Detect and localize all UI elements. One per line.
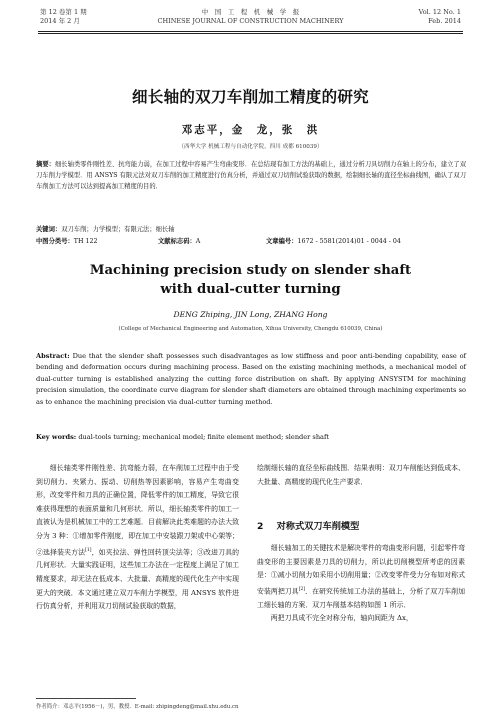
keywords-en-text: dual-tools turning; mechanical model; finite element method; slender shaft	[76, 433, 330, 441]
journal-name-cn: 中 国 工 程 机 械 学 报	[201, 8, 300, 16]
volume-issue: 第 12 卷第 1 期	[40, 8, 87, 16]
body-paragraph: 细长轴加工的关键技术是解决零件的弯曲变形问题，引起零件弯曲变形的主要因素是刀具的切削力，所以此切削模型所考虑的因素是：①减小切削力如采用小切削用量；②改变零件受力分布如对称式安装两把刀具[2]．在研究传统加工办法的基础上，分析了双刀车削加工细长轴的方案．双刀车削基本结构如图 1 所示．	[257, 544, 466, 609]
body-column-left	[36, 462, 239, 614]
document-code: 文献标志码：A	[158, 238, 201, 245]
article-number: 文章编号：1672 - 5581(2014)01 - 0044 - 04	[266, 238, 401, 245]
affiliation-cn: （西华大学 机械工程与自动化学院，四川 成都 610039）	[178, 144, 323, 150]
citation-ref-1[interactable]: [1]	[85, 547, 92, 553]
citation-ref-2[interactable]: [2]	[298, 586, 306, 592]
body-column-right-second	[257, 542, 465, 626]
paper-title-en	[0, 261, 501, 299]
paper-title-cn: 细长轴的双刀车削加工精度的研究	[131, 88, 369, 106]
keywords-en-label: Key words:	[36, 433, 77, 441]
abstract-en	[36, 351, 466, 408]
abstract-cn-label: 摘要：	[36, 161, 55, 168]
body-paragraph: 细长轴类零件刚性差、抗弯能力弱，在车削加工过程中由于受到切削力、夹紧力、振动、切削热等因素影响，容易产生弯曲变形，改变零件和刀具的正确位置，降低零件的加工精度，导致它很难获得理想的表面质量和几何形状．所以，细长轴类零件的加工一直被认为是机械加工中的工艺难题．目前解决此类难题的办法大致分为 3 种：①增加零件刚度，即在加工中安装跟刀架或中心架等；②选择装夹方法[1]，如夹拉法、弹性回转顶尖法等；③改进刀具的几何形状．大量实践证明，这些加工办法在一定程度上满足了加工精度要求，却无法在低成本、大批量、高精度的现代化生产中实现更大的突破．本文通过建立双刀车削力学模型，用 ANSYS 软件进行仿真分析，并利用双刀切削试验获取的数据，	[36, 464, 239, 611]
abstract-en-text: Due that the slender shaft possesses such disadvantages as low stiffness and poor anti-bending capability, ease of bending and deformation occurs during machining process. Based on the existing machining methods, a mechanical model of dual-cutter turning is established analyzing the cutting force distribution on shaft. By applying ANSYSTM for machining precision simulation, the coordinate curve diagram for slender shaft diameters are obtained through machining experiments so as to enhance the machining precision via dual-cutter turning method.	[36, 352, 466, 406]
authors-en: DENG Zhiping, JIN Long, ZHANG Hong	[173, 310, 328, 319]
affiliation-en: (College of Mechanical Engineering and Automation, Xihua University, Chengdu 610039, China)	[118, 326, 383, 332]
issue-date: 2014 年 2 月	[40, 17, 80, 25]
body-paragraph: 绘制细长轴的直径坐标曲线图．结果表明：双刀车削能达到低成本、大批量、高精度的现代化生产要求．	[257, 464, 465, 486]
abstract-en-label: Abstract:	[36, 352, 70, 360]
section-number: 2	[257, 521, 264, 532]
authors-cn: 邓志平，金 龙，张 洪	[181, 124, 320, 136]
abstract-cn-text: 细长轴类零件刚性差、抗弯能力弱，在加工过程中容易产生弯曲变形．在总结现有加工方法的基础上，通过分析刀具切削力在轴上的分布，建立了双刀车削力学模型．用 ANSYS 有限元法对双刀车削的加工精度进行仿真分析，并通过双刀切削试验获取的数据，绘制细长轴的直径坐标曲线图，确认了双刀车削加工方法可以达到提高加工精度的目的．	[36, 161, 467, 191]
paper-title-en-line1: Machining precision study on slender shaft	[89, 263, 412, 278]
header-rule	[38, 31, 463, 34]
footnote-rule	[36, 698, 136, 699]
journal-name-en: CHINESE JOURNAL OF CONSTRUCTION MACHINERY	[157, 17, 344, 25]
section-title: 对称式双刀车削模型	[276, 521, 360, 532]
keywords-cn	[36, 225, 175, 235]
journal-volume-info-en	[419, 8, 461, 26]
author-footnote: 作者简介：邓志平(1956－)，男，教授．E-mail: zhipingdeng@mail.xhu.edu.cn	[36, 704, 239, 710]
keywords-en	[36, 432, 466, 442]
issue-date-en: Feb. 2014	[428, 17, 461, 25]
keywords-cn-label: 关键词：	[36, 226, 62, 233]
clc-number: 中图分类号：TH 122	[36, 238, 98, 245]
body-paragraph: 两把刀具成不完全对称分布，轴向间距为 Δx，	[270, 614, 413, 623]
section-heading	[257, 518, 359, 532]
keywords-cn-text: 双刀车削；力学模型；有限元法；细长轴	[61, 226, 175, 233]
abstract-cn	[36, 159, 466, 193]
volume-issue-en: Vol. 12 No. 1	[418, 8, 461, 16]
body-column-right-top	[257, 462, 465, 489]
paper-title-en-line2: with dual-cutter turning	[160, 282, 341, 297]
